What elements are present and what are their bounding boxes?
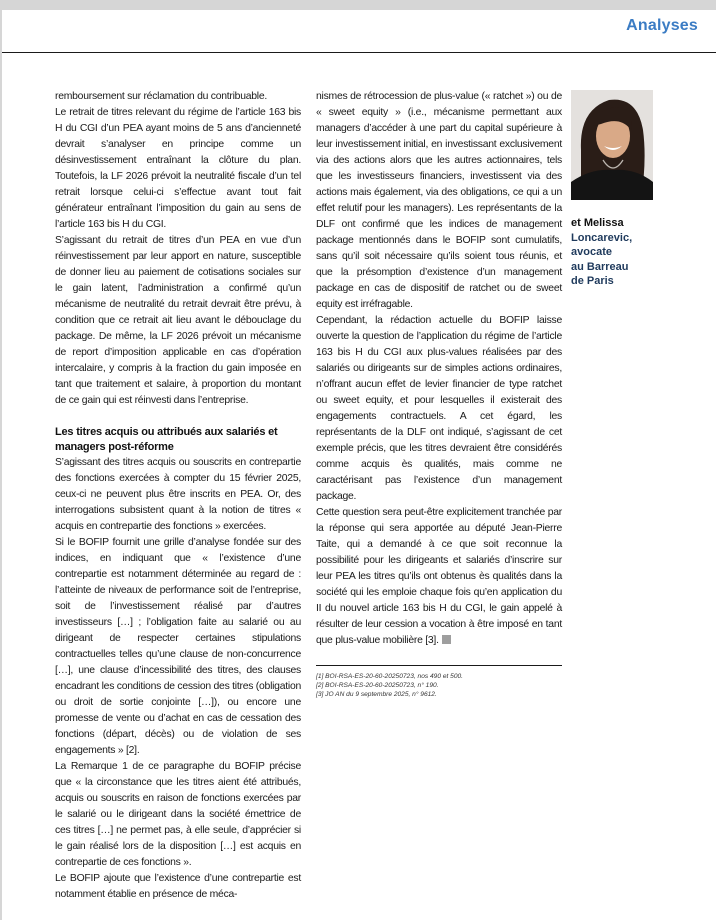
paragraph: nismes de rétrocession de plus-value (« ratchet ») ou de « sweet equity » (i.e., mécanisme permettant aux managers d’accéder à une part du capital supérieure à leur investissement initial, en investissant exclusivement via des actions alors que les autres actionnaires, tels que les investisseurs financiers, investissent via des actions mais également, via des obligations, ce qui a un effet relutif pour les managers). Les représentants de la DLF ont confirmé que les indices de management package mentionnés dans le BOFIP sont cumulatifs, sans qu’il soit nécessaire qu’ils soient tous réunis, et que la présomption d’existence d’un management package en cas de dispositif de ratchet ou de sweet equity est irréfragable. [316, 91, 562, 310]
footnote: [2] BOI-RSA-ES-20-60-20250723, n° 190. [316, 682, 439, 690]
paragraph-text: Cette question sera peut-être explicitement tranchée par la réponse qui sera apportée au député Jean-Pierre Taite, qui a demandé à ce que soit reconnue la possibilité pour les dirigeants et salariés d’inscrire sur leur PEA les titres qu’ils ont obtenus ès qualités dans la société qui les emploie chaque fois qu’en application du II du nouvel article 163 bis H du CGI, le gain appelé à résulter de leur cession a vocation à être imposé en tant que plus-value mobilière [3]. [316, 507, 562, 646]
author-photo [571, 90, 653, 200]
section-title: Analyses [626, 17, 698, 34]
paragraph-final [316, 505, 562, 649]
subheading: Les titres acquis ou attribués aux salariés et managers post-réforme [55, 426, 278, 453]
paragraph: La Remarque 1 de ce paragraphe du BOFIP précise que « la circonstance que les titres aient été attribués, acquis ou souscrits en raison de fonctions exercées par le salarié ou le dirigeant dans la société émettrice de ces titres […] ne permet pas, à elle seule, d’apprécier si le gain réalisé lors de la disposition […] est acquis en contrepartie de ces fonctions ». [55, 761, 301, 868]
header-rule [2, 52, 716, 53]
top-strip [0, 0, 716, 10]
paragraph: S’agissant des titres acquis ou souscrits en contrepartie des fonctions exercées à compter du 15 février 2025, ceux-ci ne peuvent plus être inscrits en PEA. Or, des interrogations subsistent quant à la notion de titres « acquis en contrepartie des fonctions » exercées. [55, 457, 301, 532]
end-of-article-square-icon [442, 635, 451, 644]
author-caption [571, 216, 681, 289]
footnotes-rule [316, 665, 562, 666]
author-sidebar [571, 90, 681, 289]
paragraph: S’agissant du retrait de titres d’un PEA en vue d’un réinvestissement par leur apport en nature, susceptible de donner lieu au paiement de cotisations sociales sur le gain latent, l’administration a confirmé qu’un mécanisme de neutralité du retrait devrait être prévu, à condition que ce retrait ait lieu avant le débouclage du package. De même, la LF 2026 prévoit un mécanisme de report d’imposition applicable en cas d’opération intercalaire, y compris à la fraction du gain imposée en tant que traitement et salaire, à proportion du montant de ce gain qui est réinvesti dans l’entreprise. [55, 235, 301, 406]
paragraph: Cependant, la rédaction actuelle du BOFIP laisse ouverte la question de l’application du régime de l’article 163 bis H du CGI aux plus-values réalisées par des salariés ou dirigeants sur de simples actions ordinaires, n’offrant aucun effet de levier financier de type ratchet ou sweet equity, et pour lesquelles il existerait des engagements contractuels. A cet égard, les représentants de la DLF ont indiqué, s’agissant de cet exemple précis, que les titres devraient être considérés comme acquis ès qualités, mais comme ne caractérisant pas l’existence d’un management package. [316, 315, 562, 502]
paragraph: Si le BOFIP fournit une grille d’analyse fondée sur des indices, en indiquant que « l’existence d’une contrepartie est notamment déterminée au regard de : l’atteinte de niveaux de performance soit de l’entreprise, soit de l’investissement réalisé par d’autres investisseurs […] ; l’obligation faite au salarié ou au dirigeant de respecter certaines stipulations contractuelles telles qu’une clause de non-concurrence […], une clause d’incessibilité des titres, des clauses encadrant les conditions de cession des titres (obligation ou droit de sortie conjointe […]), ou encore une promesse de vente ou d’achat en cas de cessation des fonctions (départ, décès) ou de violation de ses engagements » [2]. [55, 537, 301, 756]
footnote: [1] BOI-RSA-ES-20-60-20250723, nos 490 et 500. [316, 673, 463, 680]
caption-line: et Melissa [571, 217, 624, 229]
caption-line: avocate [571, 246, 612, 258]
paragraph: Le BOFIP ajoute que l’existence d’une contrepartie est notamment établie en présence de méca- [55, 873, 301, 900]
left-strip [0, 10, 2, 920]
paragraph: Le retrait de titres relevant du régime de l’article 163 bis H du CGI d’un PEA ayant moins de 5 ans d’ancienneté devrait s’analyser en principe comme un désinvestissement entraînant la clôture du plan. Toutefois, la LF 2026 prévoit la neutralité fiscale d’un tel retrait lorsque celui-ci s’effectue avant tout fait générateur entraînant l’imposition du gain au sens de l’article 163 bis H du CGI. [55, 107, 301, 230]
article-column-1 [55, 89, 301, 903]
footnote: [3] JO AN du 9 septembre 2025, n° 9612. [316, 691, 437, 699]
caption-line: au Barreau [571, 260, 629, 273]
footnotes [316, 672, 566, 700]
caption-line: Loncarevic, [571, 231, 633, 244]
paragraph: remboursement sur réclamation du contribuable. [55, 91, 268, 102]
caption-line: de Paris [571, 275, 614, 287]
article-column-2 [316, 89, 562, 700]
author-portrait-image [571, 90, 653, 200]
